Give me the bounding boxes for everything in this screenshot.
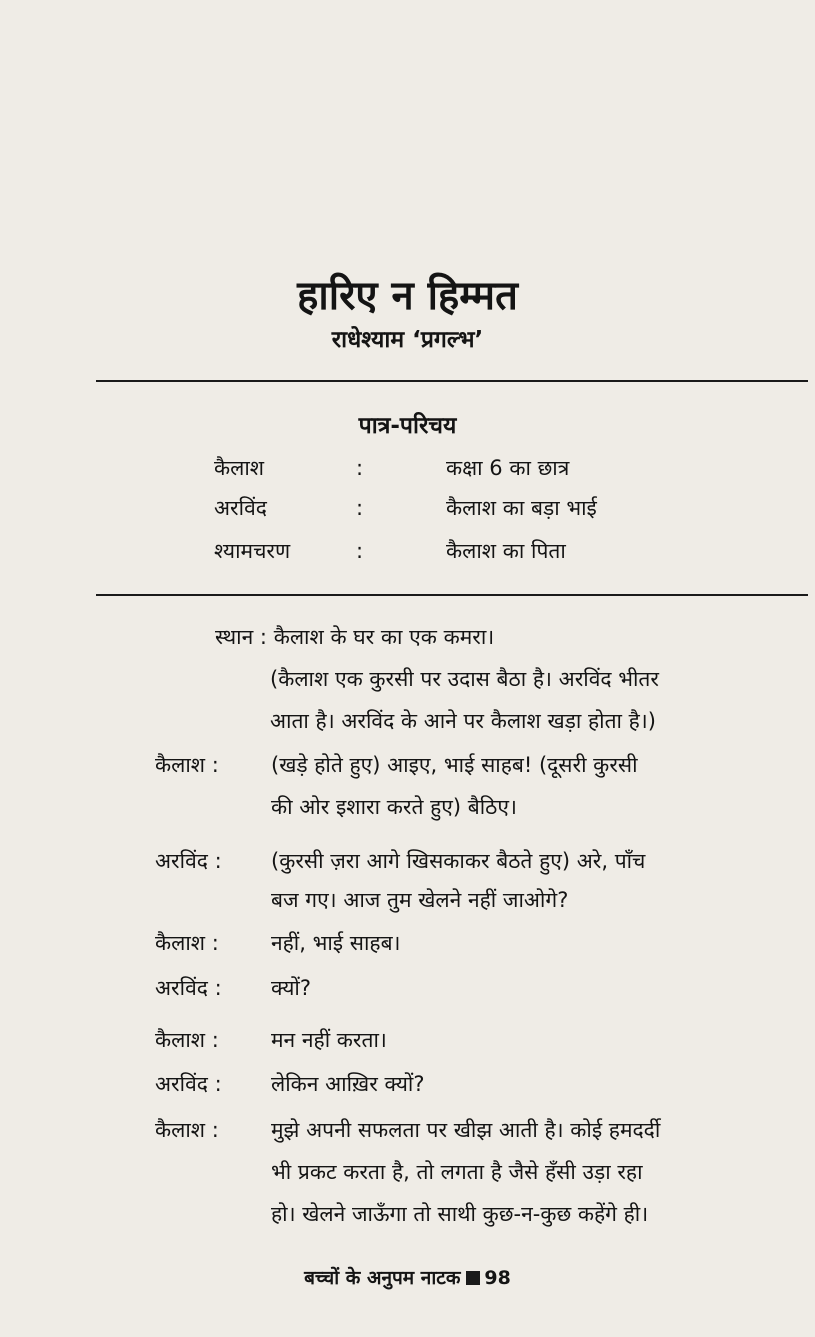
book-title: बच्चों के अनुपम नाटक xyxy=(304,1267,461,1289)
speaker-name: कैलाश : xyxy=(155,1118,219,1142)
cast-colon: : xyxy=(356,496,364,520)
cast-heading: पात्र-परिचय xyxy=(358,413,457,439)
dialogue-line: मन नहीं करता। xyxy=(271,1028,387,1052)
top-divider xyxy=(96,380,808,382)
dialogue-line: मुझे अपनी सफलता पर खीझ आती है। कोई हमदर्दी xyxy=(271,1118,661,1142)
page-footer xyxy=(0,1262,815,1294)
cast-row xyxy=(0,449,815,487)
speaker-name: कैलाश : xyxy=(155,753,219,777)
dialogue-line: बज गए। आज तुम खेलने नहीं जाओगे? xyxy=(271,888,569,912)
speaker-name: अरविंद : xyxy=(155,849,222,873)
dialogue-line: (कुरसी ज़रा आगे खिसकाकर बैठते हुए) अरे, पाँच xyxy=(271,849,646,873)
cast-name: अरविंद xyxy=(214,496,267,520)
dialogue-line: हो। खेलने जाऊँगा तो साथी कुछ-न-कुछ कहेंगे ही। xyxy=(271,1202,649,1226)
setting-line: स्थान : कैलाश के घर का एक कमरा। xyxy=(215,625,495,649)
cast-name: कैलाश xyxy=(214,456,265,480)
dialogue-line: (खड़े होते हुए) आइए, भाई साहब! (दूसरी कुरसी xyxy=(271,753,638,777)
cast-colon: : xyxy=(356,456,364,480)
dialogue-line: क्यों? xyxy=(271,976,311,1000)
cast-name: श्यामचरण xyxy=(214,539,291,563)
bottom-divider xyxy=(96,594,808,596)
play-author: राधेश्याम ‘प्रगल्भ’ xyxy=(331,327,484,353)
cast-row xyxy=(0,532,815,570)
page-number: 98 xyxy=(484,1267,511,1289)
speaker-name: अरविंद : xyxy=(155,976,222,1000)
dialogue-line: नहीं, भाई साहब। xyxy=(271,931,401,955)
cast-role: कक्षा 6 का छात्र xyxy=(446,456,570,480)
cast-role: कैलाश का बड़ा भाई xyxy=(446,496,597,520)
cast-colon: : xyxy=(356,539,364,563)
speaker-name: अरविंद : xyxy=(155,1072,222,1096)
dialogue-line: लेकिन आख़िर क्यों? xyxy=(271,1072,425,1096)
stage-direction-line: आता है। अरविंद के आने पर कैलाश खड़ा होता है।) xyxy=(270,709,656,733)
stage-direction-line: (कैलाश एक कुरसी पर उदास बैठा है। अरविंद भीतर xyxy=(270,667,659,691)
square-bullet-icon xyxy=(466,1271,480,1285)
cast-role: कैलाश का पिता xyxy=(446,539,566,563)
dialogue-line: की ओर इशारा करते हुए) बैठिए। xyxy=(271,795,517,819)
play-title: हारिए न हिम्मत xyxy=(297,273,518,319)
cast-row xyxy=(0,489,815,527)
speaker-name: कैलाश : xyxy=(155,931,219,955)
speaker-name: कैलाश : xyxy=(155,1028,219,1052)
dialogue-line: भी प्रकट करता है, तो लगता है जैसे हँसी उड़ा रहा xyxy=(271,1160,643,1184)
